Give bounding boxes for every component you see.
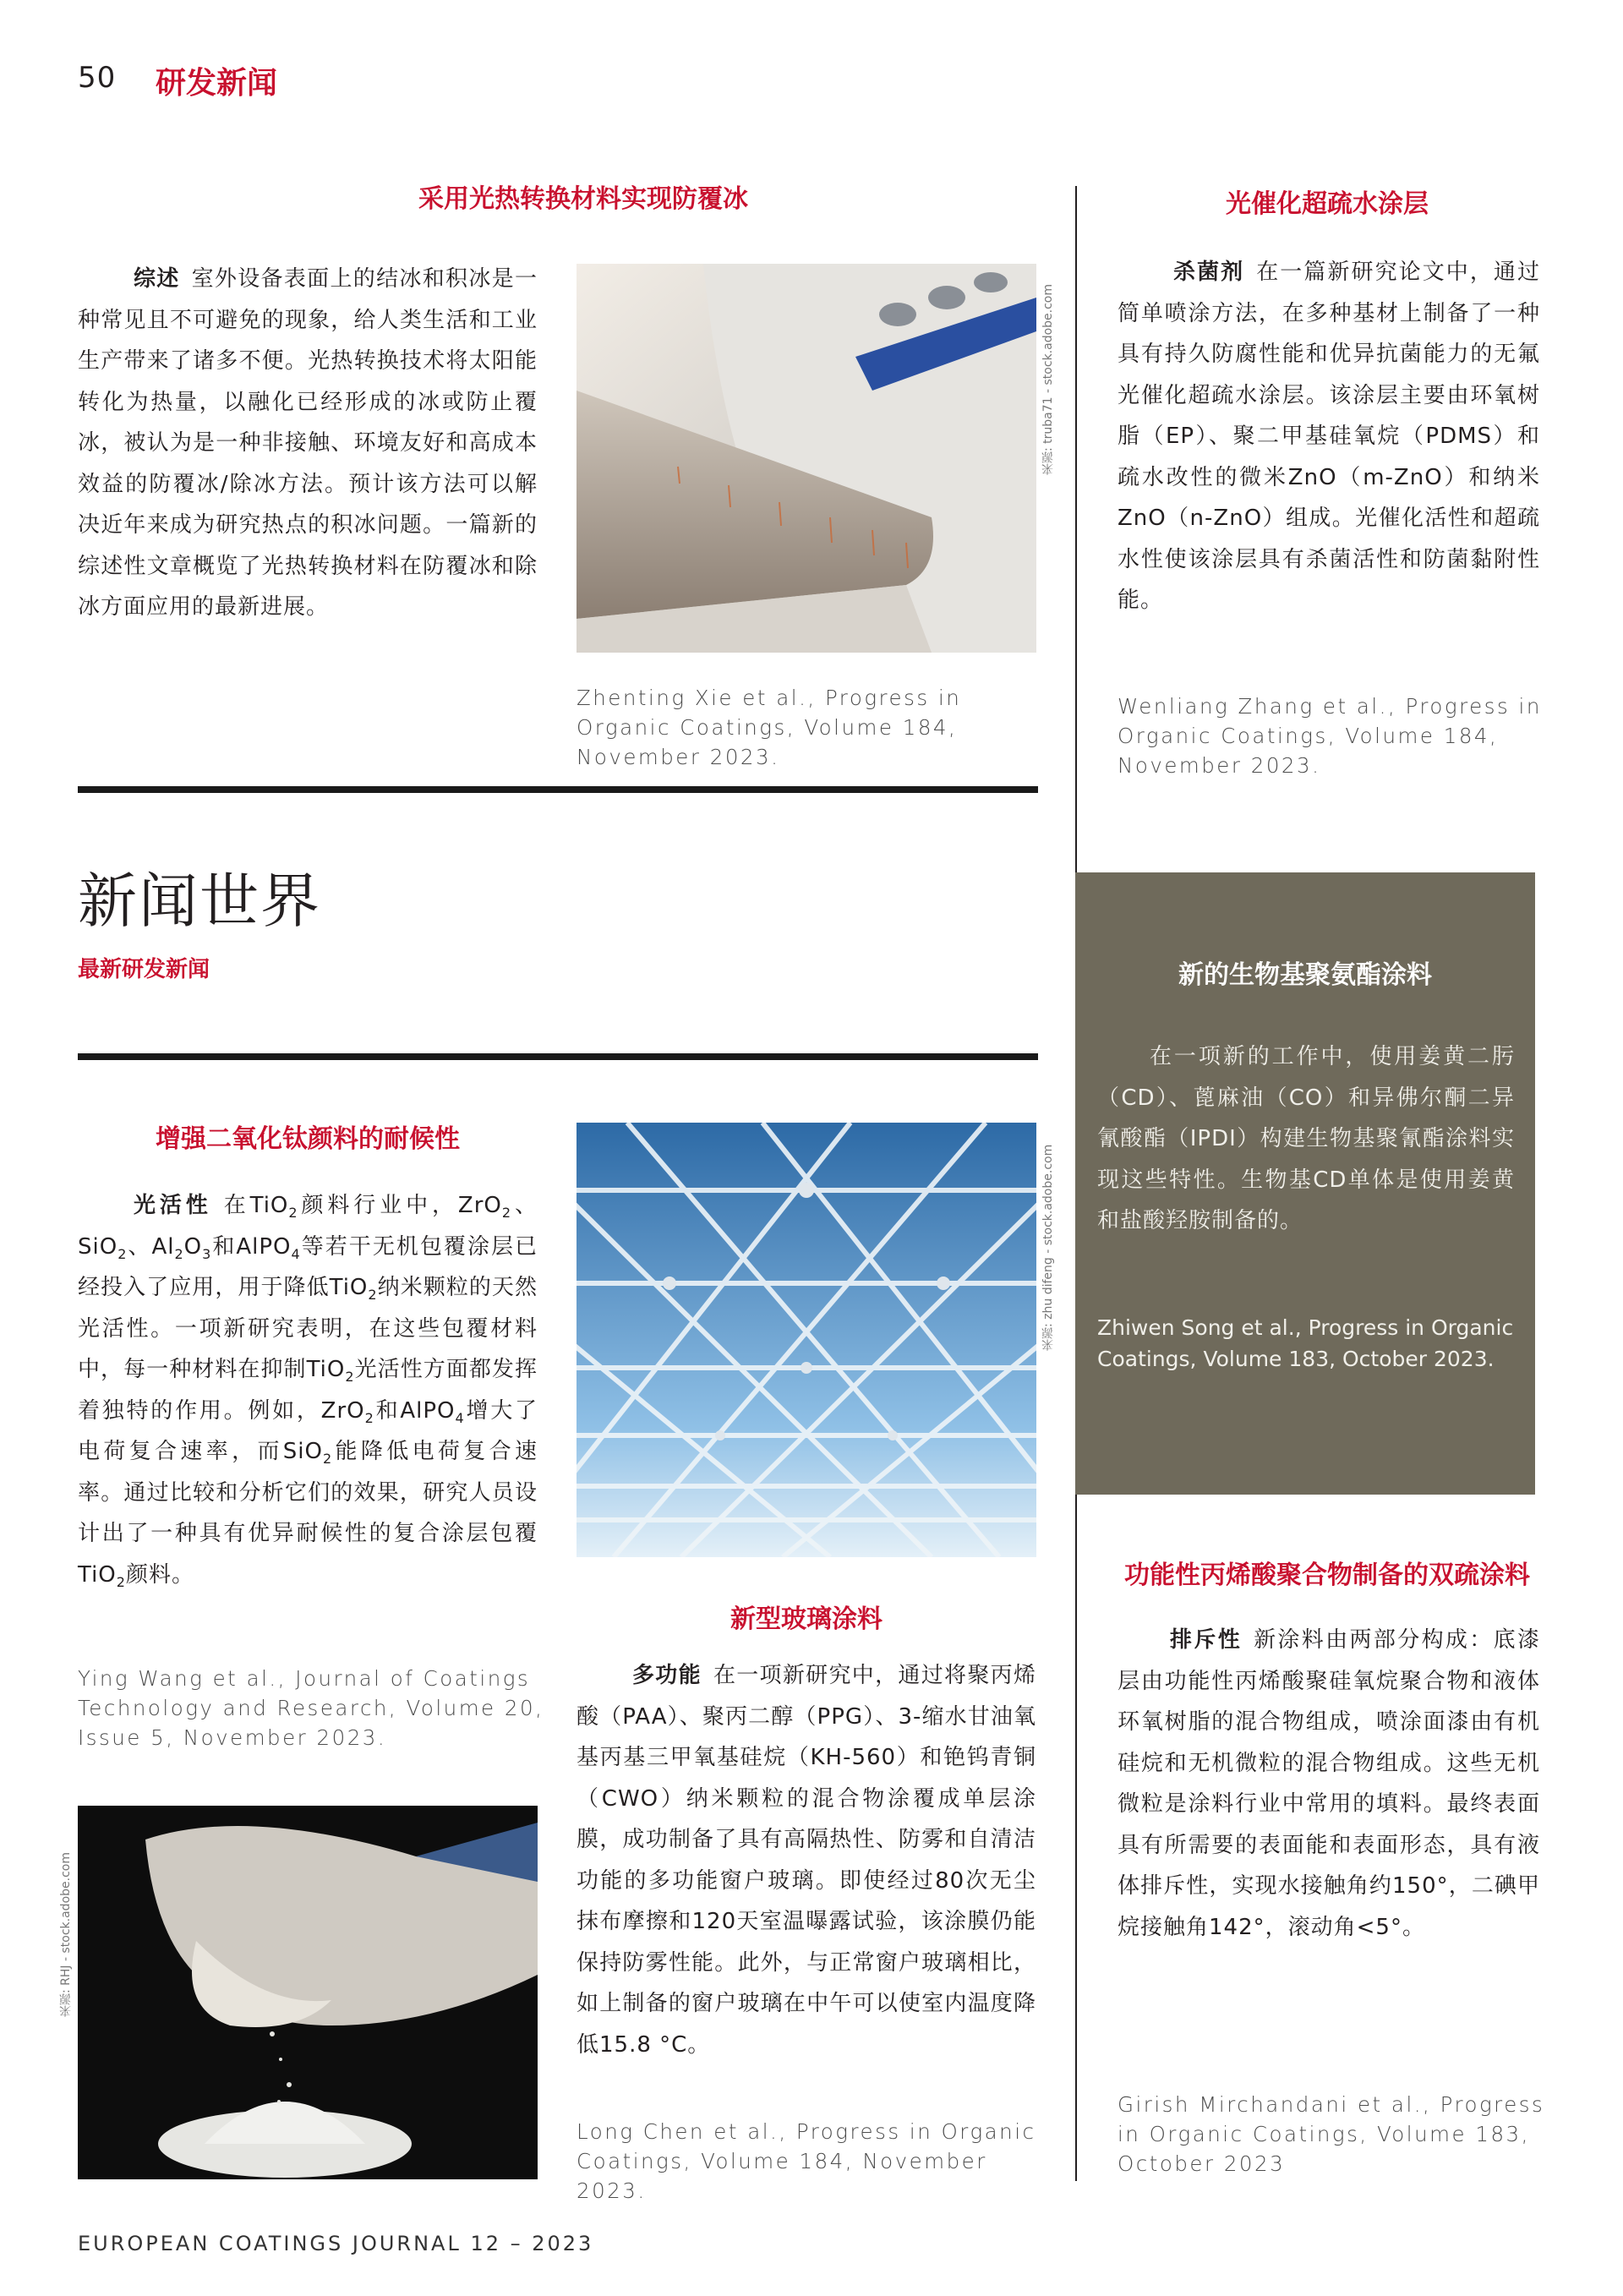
news-heading: 新闻世界 [78, 866, 321, 936]
article-citation: Wenliang Zhang et al., Progress in Organic Coatings, Volume 184, November 2023. [1118, 694, 1542, 778]
article-text: 室外设备表面上的结冰和积冰是一种常见且不可避免的现象，给人类生活和工业生产带来了诸多不便。光热转换技术将太阳能转化为热量，以融化已经形成的冰或防止覆冰，被认为是一种非接触、环境友好和高成本效益的防覆冰/除冰方法。预计该方法可以解决近年来成为研究热点的积冰问题。一篇新的综述性文章概览了光热转换材料在防覆冰和除冰方面应用的最新进展。 [78, 266, 538, 620]
subscript: 2 [288, 1205, 298, 1222]
subscript: 4 [455, 1409, 465, 1426]
text-run: 颜料。 [125, 1561, 194, 1588]
article-citation: Ying Wang et al., Journal of Coatings Technology and Research, Volume 20, Issue 5, November 2023. [78, 1666, 544, 1750]
subscript: 2 [116, 1573, 126, 1590]
article-title: 增强二氧化钛颜料的耐候性 [156, 1124, 460, 1154]
glass-roof-photo [577, 1123, 1036, 1557]
text-run: 能降低电荷复合速率。通过比较和分析它们的效果，研究人员设计出了一种具有优异耐候性的复合涂层包覆TiO [78, 1439, 538, 1588]
text-run: 增大了电荷复合速率，而SiO [78, 1397, 538, 1464]
article-citation: Zhenting Xie et al., Progress in Organic Coatings, Volume 184, November 2023. [577, 686, 962, 769]
lead-word: 光活性 [134, 1193, 212, 1218]
powder-glove-photo [78, 1806, 538, 2179]
sidebar-text: 在一项新的工作中，使用姜黄二肟（CD）、蓖麻油（CO）和异佛尔酮二异氰酸酯（IPDI）构建生物基聚氰酯涂料实现这些特性。生物基CD单体是使用姜黄和盐酸羟胺制备的。 [1097, 1044, 1515, 1233]
footer-journal: EUROPEAN COATINGS JOURNAL 12 – 2023 [78, 2232, 594, 2255]
photo-credit: 来源: RHJ - stock.adobe.com [59, 1852, 73, 2017]
subscript: 3 [202, 1245, 212, 1262]
subscript: 2 [501, 1205, 512, 1222]
article-body [1118, 1620, 1540, 1948]
lead-word: 排斥性 [1170, 1627, 1243, 1653]
article-title: 光催化超疏水涂层 [1226, 189, 1429, 219]
lead-word: 杀菌剂 [1173, 260, 1245, 285]
text-run: 颜料行业中，ZrO [298, 1193, 502, 1218]
article-citation: Long Chen et al., Progress in Organic Coatings, Volume 184, November 2023. [577, 2119, 1036, 2203]
article-citation: Girish Mirchandani et al., Progress in Organic Coatings, Volume 183, October 2023 [1118, 2092, 1545, 2176]
subscript: 2 [323, 1451, 333, 1468]
page-number: 50 [78, 61, 117, 95]
article-body [1118, 252, 1540, 621]
article-title: 采用光热转换材料实现防覆冰 [418, 184, 748, 214]
text-run: 等若干无机包覆涂层已经投入了应用，用于降低TiO [78, 1233, 538, 1300]
subscript: 4 [291, 1245, 301, 1262]
text-run: 和AlPO [211, 1233, 292, 1260]
text-run: 纳米颗粒的天然光活性。一项新研究表明，在这些包覆材料中，每一种材料在抑制TiO [78, 1275, 538, 1382]
article-text: 在一篇新研究论文中，通过简单喷涂方法，在多种基材上制备了一种具有持久防腐性能和优异抗菌能力的无氟光催化超疏水涂层。该涂层主要由环氧树脂（EP）、聚二甲基硅氧烷（PDMS）和疏水改性的微米ZnO（m-ZnO）和纳米ZnO（n-ZnO）组成。光催化活性和超疏水性使该涂层具有杀菌活性和防菌黏附性能。 [1118, 260, 1540, 613]
sidebar-box [1075, 872, 1535, 1495]
text-run: 、SiO [78, 1193, 538, 1260]
subscript: 2 [117, 1245, 128, 1262]
article-text: 新涂料由两部分构成：底漆层由功能性丙烯酸聚硅氧烷聚合物和液体环氧树脂的混合物组成，喷涂面漆由有机硅烷和无机微粒的混合物组成。这些无机微粒是涂料行业中常用的填料。最终表面具有所需要的表面能和表面形态，具有液体排斥性，实现水接触角约150°，二碘甲烷接触角142°，滚动角<5°。 [1118, 1627, 1540, 1940]
photo-credit: 来源: zhu difeng - stock.adobe.com [1041, 1144, 1055, 1351]
photo-credit: 来源: truba71 - stock.adobe.com [1041, 283, 1055, 475]
article-title: 新型玻璃涂料 [730, 1604, 883, 1634]
text-run: 、Al [127, 1233, 175, 1260]
lead-word: 多功能 [632, 1663, 702, 1688]
subscript: 2 [364, 1409, 374, 1426]
subscript: 2 [345, 1369, 355, 1386]
text-run: 在TiO [223, 1193, 289, 1218]
lead-word: 综述 [134, 266, 180, 292]
article-body [78, 259, 538, 628]
subscript: 2 [368, 1287, 378, 1304]
text-run: 光活性方面都发挥着独特的作用。例如，ZrO [78, 1357, 538, 1424]
text-run: O [183, 1233, 203, 1260]
article-body [78, 1185, 538, 1595]
news-subheading: 最新研发新闻 [78, 957, 210, 982]
subscript: 2 [174, 1245, 184, 1262]
article-text [78, 1193, 538, 1588]
sidebar-title: 新的生物基聚氨酯涂料 [1178, 960, 1432, 990]
text-run: 和AlPO [374, 1397, 456, 1424]
airplane-wing-photo [577, 264, 1036, 653]
article-title: 功能性丙烯酸聚合物制备的双疏涂料 [1124, 1561, 1530, 1590]
section-rule [78, 1053, 1038, 1060]
article-body [577, 1655, 1036, 2065]
sidebar-citation: Zhiwen Song et al., Progress in Organic Coatings, Volume 183, October 2023. [1097, 1315, 1514, 1371]
article-text: 在一项新研究中，通过将聚丙烯酸（PAA）、聚丙二醇（PPG）、3-缩水甘油氧基丙基三甲氧基硅烷（KH-560）和铯钨青铜（CWO）纳米颗粒的混合物涂覆成单层涂膜，成功制备了具有高隔热性、防雾和自清洁功能的多功能窗户玻璃。即使经过80次无尘抹布摩擦和120天室温曝露试验，该涂膜仍能保持防雾性能。此外，与正常窗户玻璃相比，如上制备的窗户玻璃在中午可以使室内温度降低15.8 °C。 [577, 1663, 1036, 2058]
section-title: 研发新闻 [156, 66, 278, 101]
section-rule [78, 786, 1038, 793]
